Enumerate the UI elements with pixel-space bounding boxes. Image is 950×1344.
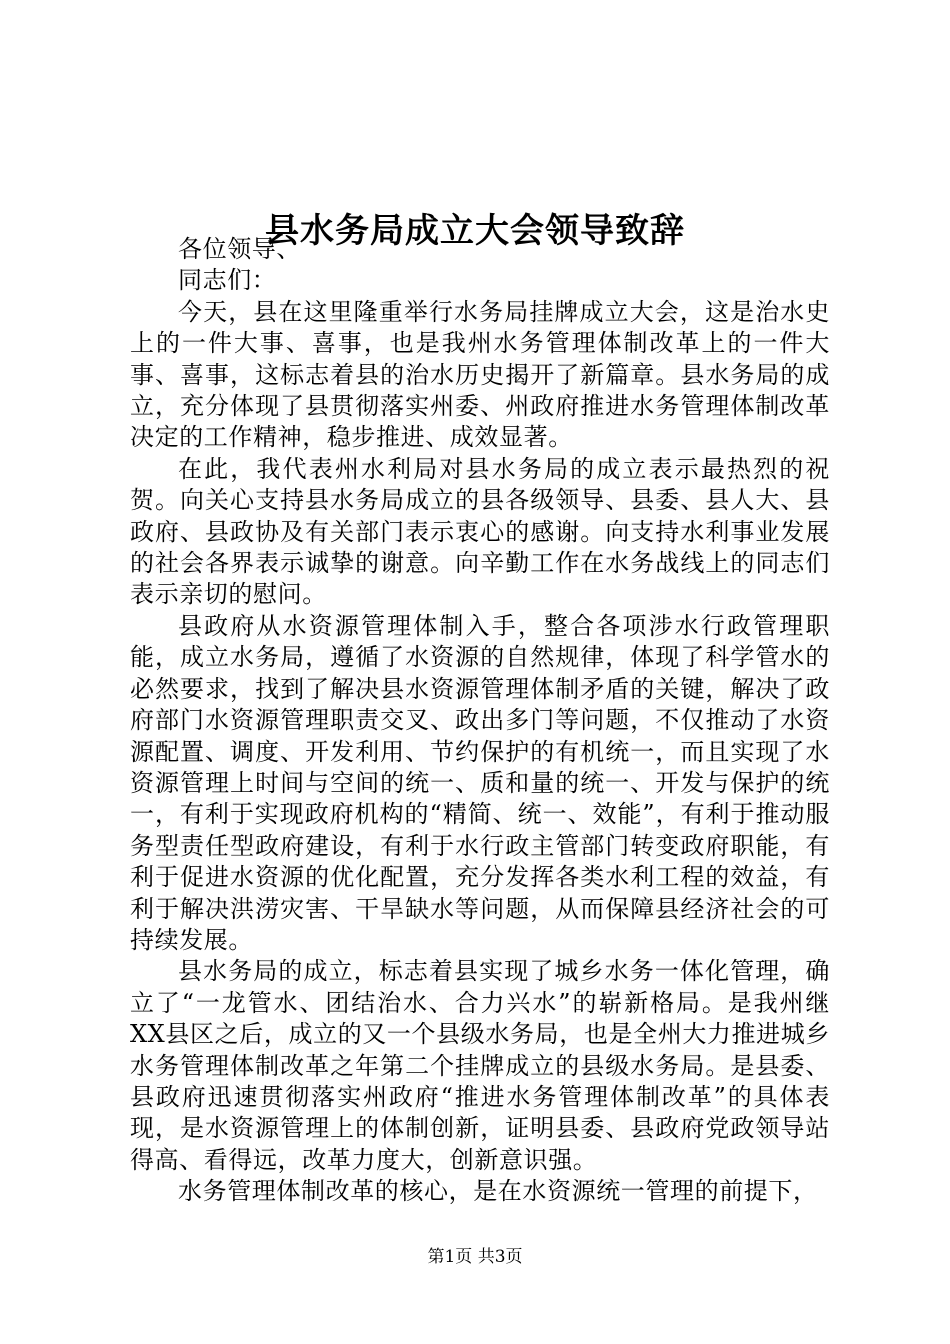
page-number-footer: 第1页 共3页: [427, 1247, 523, 1267]
paragraph-opening: 今天，县在这里隆重举行水务局挂牌成立大会，这是治水史上的一件大事、喜事，也是我州水务管理体制改革上的一件大事、喜事，这标志着县的治水历史揭开了新篇章。县水务局的成立，充分体现了县贯彻落实州委、州政府推进水务管理体制改革决定的工作精神，稳步推进、成效显著。: [130, 297, 830, 452]
paragraph-congratulations: 在此，我代表州水利局对县水务局的成立表示最热烈的祝贺。向关心支持县水务局成立的县各级领导、县委、县人大、县政府、县政协及有关部门表示衷心的感谢。向支持水利事业发展的社会各界表示诚挚的谢意。向辛勤工作在水务战线上的同志们表示亲切的慰问。: [130, 454, 830, 609]
page-title: 县水务局成立大会领导致辞: [265, 210, 685, 251]
salutation-line: 同志们：: [178, 266, 277, 295]
salutation-line: 各位领导、: [178, 235, 301, 263]
document-body: [130, 234, 830, 1208]
paragraph-significance: 县政府从水资源管理体制入手，整合各项涉水行政管理职能，成立水务局，遵循了水资源的自然规律，体现了科学管水的必然要求，找到了解决县水资源管理体制矛盾的关键，解决了政府部门水资源管理职责交叉、政出多门等问题，不仅推动了水资源配置、调度、开发利用、节约保护的有机统一，而且实现了水资源管理上时间与空间的统一、质和量的统一、开发与保护的统一，有利于实现政府机构的“精简、统一、效能”，有利于推动服务型责任型政府建设，有利于水行政主管部门转变政府职能，有利于促进水资源的优化配置，充分发挥各类水利工程的效益，有利于解决洪涝灾害、干旱缺水等问题，从而保障县经济社会的可持续发展。: [130, 611, 830, 954]
paragraph-reform-core: 水务管理体制改革的核心，是在水资源统一管理的前提下，: [178, 1177, 818, 1206]
paragraph-new-pattern: 县水务局的成立，标志着县实现了城乡水务一体化管理，确立了“一龙管水、团结治水、合力兴水”的崭新格局。是我州继XX县区之后，成立的又一个县级水务局，也是全州大力推进城乡水务管理体制改革之年第二个挂牌成立的县级水务局。是县委、县政府迅速贯彻落实州政府“推进水务管理体制改革”的具体表现，是水资源管理上的体制创新，证明县委、县政府党政领导站得高、看得远，改革力度大，创新意识强。: [130, 957, 830, 1174]
